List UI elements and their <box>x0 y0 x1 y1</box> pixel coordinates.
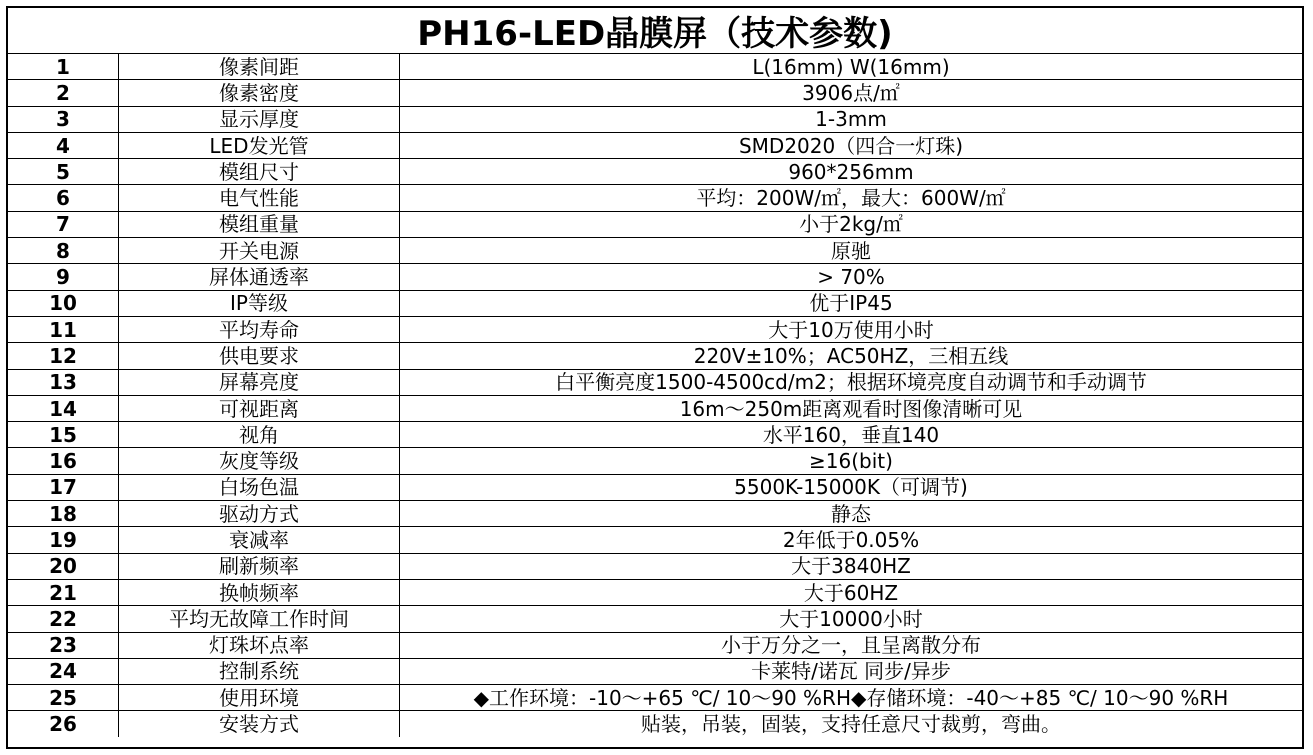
parameter-value: 960*256mm <box>400 159 1303 185</box>
row-number: 10 <box>8 290 119 316</box>
parameter-value: 220V±10%；AC50HZ，三相五线 <box>400 343 1303 369</box>
row-number: 13 <box>8 369 119 395</box>
parameter-name: 平均无故障工作时间 <box>119 606 400 632</box>
parameter-name: IP等级 <box>119 290 400 316</box>
parameter-name: 平均寿命 <box>119 316 400 342</box>
parameter-name: 电气性能 <box>119 185 400 211</box>
parameter-name: 模组尺寸 <box>119 159 400 185</box>
spec-table-body <box>8 54 1302 737</box>
row-number: 19 <box>8 527 119 553</box>
parameter-name: 刷新频率 <box>119 553 400 579</box>
table-row <box>8 290 1302 316</box>
row-number: 15 <box>8 422 119 448</box>
parameter-value: 小于万分之一，且呈离散分布 <box>400 632 1303 658</box>
parameter-name: LED发光管 <box>119 132 400 158</box>
parameter-name: 屏体通透率 <box>119 264 400 290</box>
parameter-name: 白场色温 <box>119 474 400 500</box>
row-number: 5 <box>8 159 119 185</box>
parameter-name: 开关电源 <box>119 238 400 264</box>
row-number: 22 <box>8 606 119 632</box>
parameter-value: > 70% <box>400 264 1303 290</box>
parameter-value: 卡莱特/诺瓦 同步/异步 <box>400 658 1303 684</box>
row-number: 14 <box>8 395 119 421</box>
table-row <box>8 159 1302 185</box>
parameter-value: 大于10万使用小时 <box>400 316 1303 342</box>
table-row <box>8 685 1302 711</box>
parameter-value: 静态 <box>400 501 1303 527</box>
row-number: 3 <box>8 106 119 132</box>
parameter-name: 可视距离 <box>119 395 400 421</box>
table-row <box>8 711 1302 737</box>
row-number: 21 <box>8 579 119 605</box>
row-number: 6 <box>8 185 119 211</box>
parameter-value: 白平衡亮度1500-4500cd/m2；根据环境亮度自动调节和手动调节 <box>400 369 1303 395</box>
parameter-name: 视角 <box>119 422 400 448</box>
table-row <box>8 316 1302 342</box>
row-number: 1 <box>8 54 119 80</box>
table-row <box>8 185 1302 211</box>
table-row <box>8 132 1302 158</box>
table-row <box>8 632 1302 658</box>
parameter-value: L(16mm) W(16mm) <box>400 54 1303 80</box>
table-row <box>8 80 1302 106</box>
parameter-value: 1-3mm <box>400 106 1303 132</box>
row-number: 7 <box>8 211 119 237</box>
sheet-title: PH16-LED晶膜屏（技术参数) <box>8 8 1302 54</box>
parameter-name: 换帧频率 <box>119 579 400 605</box>
spec-table <box>8 54 1302 737</box>
parameter-name: 像素密度 <box>119 80 400 106</box>
parameter-name: 显示厚度 <box>119 106 400 132</box>
parameter-name: 灯珠坏点率 <box>119 632 400 658</box>
table-row <box>8 448 1302 474</box>
table-row <box>8 553 1302 579</box>
table-row <box>8 579 1302 605</box>
parameter-name: 使用环境 <box>119 685 400 711</box>
parameter-value: 小于2kg/㎡ <box>400 211 1303 237</box>
table-row <box>8 606 1302 632</box>
parameter-value: 平均：200W/㎡，最大：600W/㎡ <box>400 185 1303 211</box>
parameter-name: 屏幕亮度 <box>119 369 400 395</box>
table-row <box>8 106 1302 132</box>
row-number: 20 <box>8 553 119 579</box>
table-row <box>8 658 1302 684</box>
row-number: 23 <box>8 632 119 658</box>
row-number: 17 <box>8 474 119 500</box>
table-row <box>8 369 1302 395</box>
table-row <box>8 395 1302 421</box>
parameter-value: 5500K-15000K（可调节) <box>400 474 1303 500</box>
table-row <box>8 264 1302 290</box>
table-row <box>8 474 1302 500</box>
row-number: 12 <box>8 343 119 369</box>
table-row <box>8 343 1302 369</box>
parameter-name: 灰度等级 <box>119 448 400 474</box>
parameter-name: 模组重量 <box>119 211 400 237</box>
parameter-value: 优于IP45 <box>400 290 1303 316</box>
row-number: 8 <box>8 238 119 264</box>
parameter-value: ≥16(bit) <box>400 448 1303 474</box>
parameter-value: ◆工作环境：-10～+65 ℃/ 10～90 %RH◆存储环境：-40～+85 ℃/ 10～90 %RH <box>400 685 1303 711</box>
table-row <box>8 238 1302 264</box>
parameter-name: 像素间距 <box>119 54 400 80</box>
row-number: 2 <box>8 80 119 106</box>
parameter-value: 水平160，垂直140 <box>400 422 1303 448</box>
parameter-value: 2年低于0.05% <box>400 527 1303 553</box>
parameter-name: 衰减率 <box>119 527 400 553</box>
parameter-name: 安装方式 <box>119 711 400 737</box>
table-row <box>8 501 1302 527</box>
parameter-value: 3906点/㎡ <box>400 80 1303 106</box>
parameter-value: 大于3840HZ <box>400 553 1303 579</box>
parameter-value: 16m～250m距离观看时图像清晰可见 <box>400 395 1303 421</box>
row-number: 16 <box>8 448 119 474</box>
parameter-name: 供电要求 <box>119 343 400 369</box>
row-number: 24 <box>8 658 119 684</box>
parameter-name: 驱动方式 <box>119 501 400 527</box>
parameter-value: 大于10000小时 <box>400 606 1303 632</box>
table-row <box>8 422 1302 448</box>
parameter-value: 原驰 <box>400 238 1303 264</box>
parameter-value: 大于60HZ <box>400 579 1303 605</box>
row-number: 26 <box>8 711 119 737</box>
parameter-value: 贴装，吊装，固装，支持任意尺寸裁剪，弯曲。 <box>400 711 1303 737</box>
row-number: 4 <box>8 132 119 158</box>
parameter-name: 控制系统 <box>119 658 400 684</box>
table-row <box>8 527 1302 553</box>
spec-sheet <box>6 6 1304 749</box>
table-row <box>8 211 1302 237</box>
table-row <box>8 54 1302 80</box>
row-number: 11 <box>8 316 119 342</box>
row-number: 25 <box>8 685 119 711</box>
row-number: 9 <box>8 264 119 290</box>
row-number: 18 <box>8 501 119 527</box>
parameter-value: SMD2020（四合一灯珠) <box>400 132 1303 158</box>
